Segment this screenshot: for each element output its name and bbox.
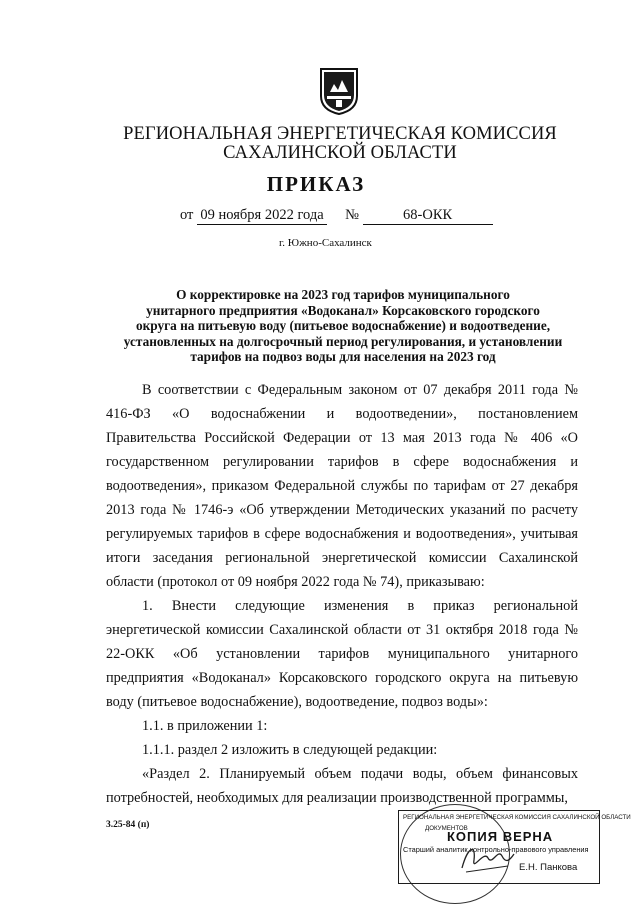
stamp-organization: РЕГИОНАЛЬНАЯ ЭНЕРГЕТИЧЕСКАЯ КОМИССИЯ САХАЛИНСКОЙ ОБЛАСТИ bbox=[403, 814, 631, 821]
coat-of-arms-icon bbox=[318, 66, 360, 116]
paragraph-item-1: 1. Внести следующие изменения в приказ региональной энергетической комиссии Сахалинской области от 31 октября 2018 года № 22-ОКК «Об установлении тарифов муниципального унитарного предприятия «Водоканал» Корсаковского городского округа на питьевую воду (питьевое водоснабжение), водоотведение, подвоз воды»: bbox=[106, 598, 578, 710]
document-number: 68-ОКК bbox=[363, 207, 493, 225]
paragraph-item-1-1: 1.1. в приложении 1: bbox=[142, 718, 268, 734]
date-prefix: от bbox=[180, 207, 194, 223]
organization-name-line2: САХАЛИНСКОЙ ОБЛАСТИ bbox=[223, 143, 457, 163]
paragraph-section-2: «Раздел 2. Планируемый объем подачи воды, объем финансовых потребностей, необходимых для реализации производственной программы, bbox=[106, 766, 578, 806]
stamp-position: Старший аналитик контрольно-правового управления bbox=[403, 845, 589, 854]
title-line: унитарного предприятия «Водоканал» Корсаковского городского bbox=[146, 302, 540, 318]
city: г. Южно-Сахалинск bbox=[279, 237, 372, 249]
document-title bbox=[108, 287, 578, 365]
signature-icon bbox=[458, 840, 518, 876]
stamp-certified-copy: КОПИЯ ВЕРНА bbox=[447, 829, 554, 844]
title-line: округа на питьевую воду (питьевое водоснабжение) и водоотведение, bbox=[135, 318, 551, 334]
paragraph-item-1-1-1: 1.1.1. раздел 2 изложить в следующей редакции: bbox=[142, 742, 438, 758]
title-line: установленных на долгосрочный период регулирования, и установлении bbox=[123, 333, 563, 349]
number-sign: № bbox=[345, 207, 359, 223]
title-line: О корректировке на 2023 год тарифов муниципального bbox=[176, 287, 510, 302]
stamp-signer-name: Е.Н. Панкова bbox=[519, 862, 578, 873]
document-type: ПРИКАЗ bbox=[266, 172, 366, 196]
paragraph-preamble: В соответствии с Федеральным законом от 07 декабря 2011 года № 416-ФЗ «О водоснабжении и водоотведении», постановлением Правительства Российской Федерации от 13 мая 2013 года № 406 «О государственном регулировании тарифов в сфере водоснабжения и водоотведения», приказом Федеральной службы по тарифам от 27 декабря 2013 года № 1746-э «Об утверждении Методических указаний по расчету регулируемых тарифов в сфере водоснабжения и водоотведения», учитывая итоги заседания региональной энергетической комиссии Сахалинской области (протокол от 09 ноября 2022 года № 74), приказываю: bbox=[106, 382, 578, 590]
document-body bbox=[106, 378, 578, 810]
document-date: 09 ноября 2022 года bbox=[197, 207, 327, 225]
document-code: 3.25-84 (п) bbox=[106, 820, 150, 830]
stamp-documents: ДОКУМЕНТОВ bbox=[425, 825, 468, 832]
organization-name-line1: РЕГИОНАЛЬНАЯ ЭНЕРГЕТИЧЕСКАЯ КОМИССИЯ bbox=[123, 124, 557, 144]
title-line: тарифов на подвоз воды для населения на 2023 год bbox=[190, 349, 496, 365]
date-number-line bbox=[180, 207, 493, 225]
